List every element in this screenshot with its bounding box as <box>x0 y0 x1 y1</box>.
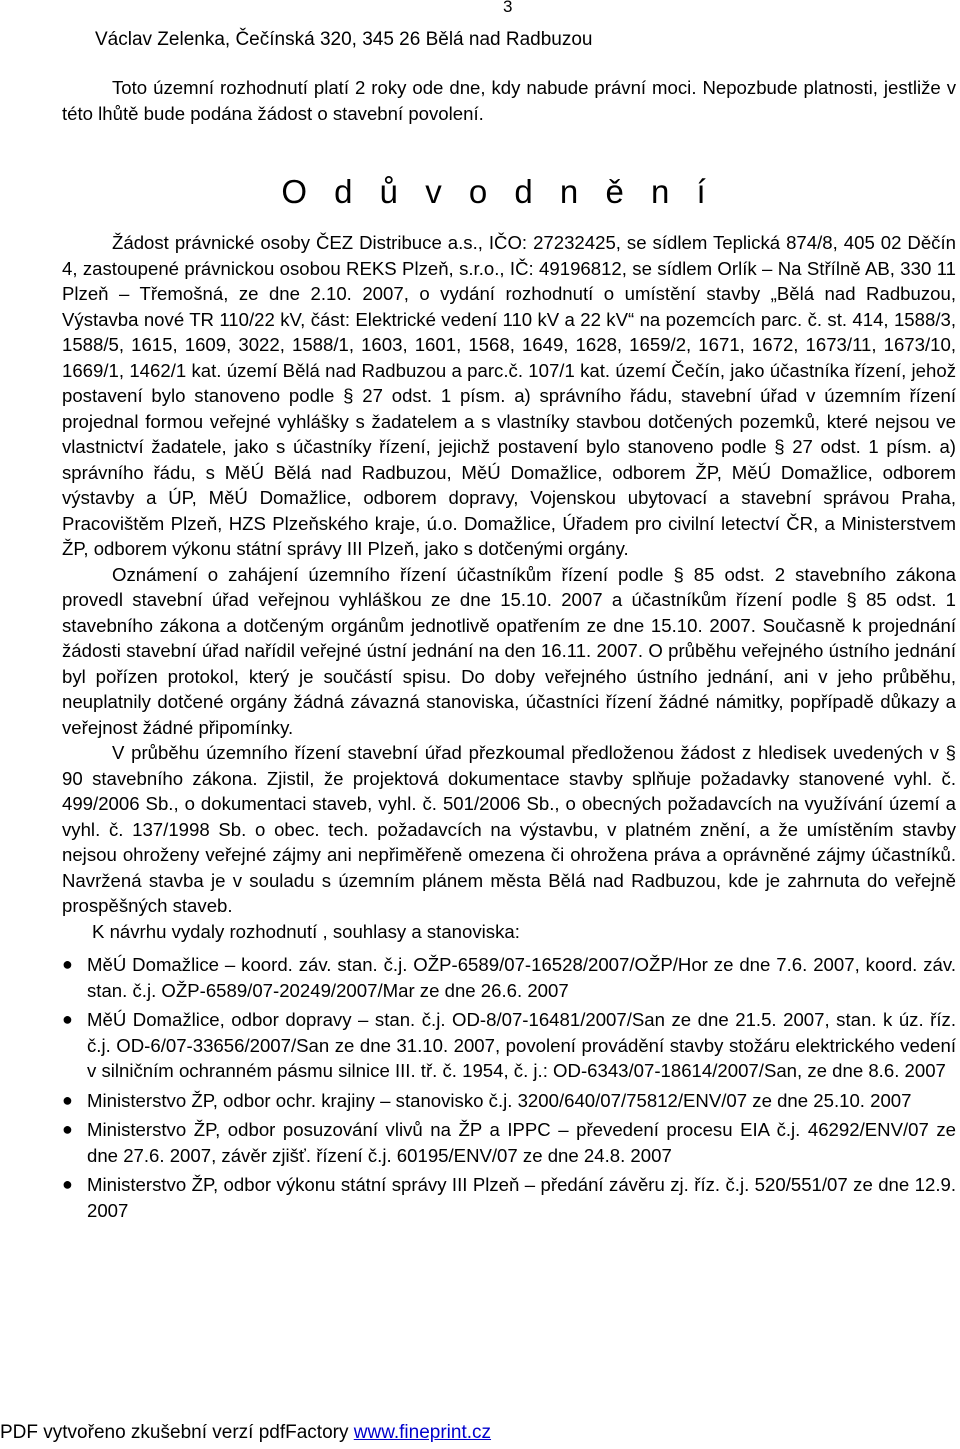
footer <box>0 1420 491 1446</box>
list-item <box>62 1007 956 1084</box>
list-item-text: MěÚ Domažlice, odbor dopravy – stan. č.j. OD-8/07-16481/2007/San ze dne 21.5. 2007, stan. k úz. říz. č.j. OD-6/07-33656/2007/San ze dne 31.10. 2007, povolení provádění stavby stožáru elektrického vedení v silničním ochranném pásmu silnice III. tř. č. 1954, č. j.: OD-6343/07-18614/2007/San, ze dne 8.6. 2007 <box>87 1009 956 1081</box>
bullet-icon: ● <box>62 954 73 974</box>
footer-link[interactable]: www.fineprint.cz <box>353 1422 492 1443</box>
list-item-text: Ministerstvo ŽP, odbor výkonu státní správy III Plzeň – předání závěru zj. říz. č.j. 520/551/07 ze dne 12.9. 2007 <box>87 1174 956 1221</box>
list-intro: K návrhu vydaly rozhodnutí , souhlasy a stanoviska: <box>92 920 520 942</box>
list-item-text: Ministerstvo ŽP, odbor ochr. krajiny – stanovisko č.j. 3200/640/07/75812/ENV/07 ze dne 25.10. 2007 <box>87 1089 912 1111</box>
page-number: 3 <box>503 0 513 16</box>
section-title: O d ů v o d n ě n í <box>281 173 715 210</box>
bullet-icon: ● <box>62 1174 73 1194</box>
footer-text: PDF vytvořeno zkušební verzí pdfFactory <box>0 1422 354 1443</box>
list-item <box>62 1172 956 1223</box>
list-item <box>62 952 956 1003</box>
approvals-list <box>62 952 956 1223</box>
document-body <box>62 75 956 1227</box>
list-item <box>62 1088 956 1114</box>
bullet-icon: ● <box>62 1089 73 1110</box>
list-item <box>62 1117 956 1168</box>
list-item-text: MěÚ Domažlice – koord. záv. stan. č.j. OŽP-6589/07-16528/2007/OŽP/Hor ze dne 7.6. 2007, koord. záv. stan. č.j. OŽP-6589/07-20249/2007/Mar ze dne 26.6. 2007 <box>87 954 956 1001</box>
list-item-text: Ministerstvo ŽP, odbor posuzování vlivů na ŽP a IPPC – převedení procesu EIA č.j. 46292/ENV/07 ze dne 27.6. 2007, závěr zjišť. řízení č.j. 60195/ENV/07 ze dne 24.8. 2007 <box>87 1119 956 1166</box>
reasoning-paragraph-3: V průběhu územního řízení stavební úřad přezkoumal předloženou žádost z hledisek uvedených v § 90 stavebního zákona. Zjistil, že projektová dokumentace stavby splňuje požadavky stanovené vyhl. č. 499/2006 Sb., o dokumentaci staveb, vyhl. č. 501/2006 Sb., o obecných požadavcích na využívání území a vyhl. č. 137/1998 Sb. o obec. tech. požadavcích na výstavbu, v platném znění, a že umístěním stavby nejsou ohroženy veřejné zájmy ani nepřiměřeně omezena či ohrožena práva a oprávněné zájmy účastníků. Navržená stavba je v souladu s územním plánem města Bělá nad Radbuzou, kde je zahrnuta do veřejně prospěšných staveb. <box>62 742 956 916</box>
validity-paragraph: Toto územní rozhodnutí platí 2 roky ode dne, kdy nabude právní moci. Nepozbude platnosti, jestliže v této lhůtě bude podána žádost o stavební povolení. <box>62 77 956 124</box>
bullet-icon: ● <box>62 1119 73 1139</box>
reasoning-paragraph-1: Žádost právnické osoby ČEZ Distribuce a.s., IČO: 27232425, se sídlem Teplická 874/8, 405 02 Děčín 4, zastoupené právnickou osobou REKS Plzeň, s.r.o., IČ: 49196812, se sídlem Orlík – Na Střílně AB, 330 11 Plzeň – Třemošná, ze dne 2.10. 2007, o vydání rozhodnutí o umístění stavby „Bělá nad Radbuzou, Výstavba nové TR 110/22 kV, část: Elektrické vedení 110 kV a 22 kV“ na pozemcích parc. č. st. 414, 1588/3, 1588/5, 1615, 1609, 3022, 1588/1, 1603, 1601, 1568, 1649, 1628, 1659/2, 1671, 1672, 1673/11, 1673/10, 1669/1, 1462/1 kat. území Bělá nad Radbuzou a parc.č. 107/1 kat. území Čečín, jako účastníka řízení, jehož postavení bylo stanoveno podle § 27 odst. 1 písm. a) správního řádu, stavební úřad v územním řízení projednal formou veřejné vyhlášky s žadatelem a s vlastníky stavbou dotčených pozemků, které nejsou ve vlastnictví žadatele, jako s účastníky řízení, jejichž postavení bylo stanoveno podle § 27 odst. 1 písm. a) správního řádu, s MěÚ Bělá nad Radbuzou, MěÚ Domažlice, odborem ŽP, MěÚ Domažlice, odborem výstavby a ÚP, MěÚ Domažlice, odborem dopravy, Vojenskou ubytovací a stavební správou Praha, Pracovištěm Plzeň, HZS Plzeňského kraje, ú.o. Domažlice, Úřadem pro civilní letectví ČR, a Ministerstvem ŽP, odborem výkonu státní správy III Plzeň, jako s dotčenými orgány. <box>62 232 956 559</box>
bullet-icon: ● <box>62 1009 73 1029</box>
reasoning-paragraph-2: Oznámení o zahájení územního řízení účastníkům řízení podle § 85 odst. 2 stavebního zákona provedl stavební úřad veřejnou vyhláškou ze dne 15.10. 2007 a účastníkům řízení podle § 85 odst. 1 stavebního zákona a dotčeným orgánům jednotlivě opatřením ze dne 15.10. 2007. Současně k projednání žádosti stavební úřad nařídil veřejné ústní jednání na den 16.11. 2007. O průběhu veřejného ústního jednání byl pořízen protokol, který je součástí spisu. Do doby veřejného ústního jednání, ani v jeho průběhu, neuplatnily dotčené orgány žádná závazná stanoviska, účastníci řízení žádné námitky, popřípadě důkazy a veřejnost žádné připomínky. <box>62 563 956 738</box>
header-address: Václav Zelenka, Čečínská 320, 345 26 Bělá nad Radbuzou <box>95 29 593 50</box>
